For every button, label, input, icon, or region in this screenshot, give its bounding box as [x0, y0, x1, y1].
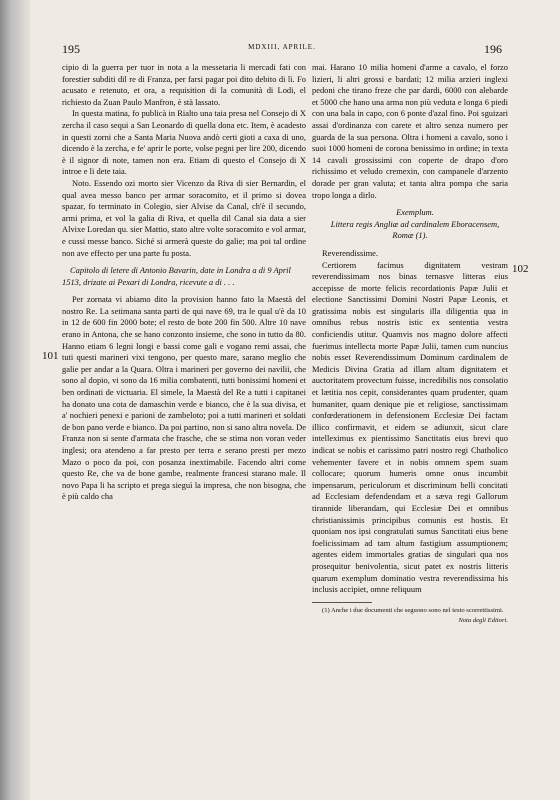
book-binding-shadow	[0, 0, 30, 800]
footnote: (1) Anche i due documenti che seguono sono nel testo scorrettissimi.	[322, 606, 504, 614]
right-column	[312, 62, 508, 627]
letter-heading: Littera regis Angliæ ad cardinalem Eboracensem, Romæ (1).	[330, 218, 500, 241]
paragraph: Per zornata vi abiamo dito la provision hanno fato la Maestà del nostro Re. La setimana santa parti de qui nave 69, tra le qual u'è da 10 in 12 de 600 fin 2000 bote; el resto de bote 200 fin 500. Altre 10 nave erano in Antona, che se hano conzonto insieme, che sono in tutto da 80. Hanno etiam 6 legni longi e bassi come gali e vogano remi assai, che tuti questi marineri vixi tengono, per questo mare, sarano meglio che galie per andar a la Quara. Oltra i marineri per governo dei navilii, che sono al dopio, vi sono da 16 milia combatenti, tutti bonissimi homeni et ben ordinati de victuaria. El simele, la Maestà del Re a tutti i capitanei ha donato una cota de damaschin verde e bianco, che è la sua divisa, et a' nochieri penexi e parioni de zambeloto; poi a tutti marineri et soldati de bon pano verde e bianco. Da poi partino, non si sano altra novela. De Franza non si sente d'armata che frasche, che se stima non voran veder inglesi; ora atendeno a far presto per terra e serano presti per mezo Mazo o poco da poi, con posanza inextimabile. Facendo altri come questo Re, che va de bone gambe, realmente francesi starano male. Il novo Papa li ha scripto et prega sieguì la impresa, che non bisogna, che è più caldo cha	[62, 294, 306, 502]
paragraph: cipio di la guerra per tuor in nota a la messetaria li mercadi fati con forestier subditi dil re di Franza, per farsi pagar poi dito debito di lì. Fo acusato e retenuto, et ora, a requisition di la comunità di Lodi, el richiesto da Zuan Paulo Manfron, è stà lassato.	[62, 62, 306, 107]
left-column	[62, 62, 306, 503]
section-number: 102	[512, 263, 529, 275]
paragraph: In questa matina, fo publicà in Rialto una taia presa nel Consejo di X zercha il caso sequi a San Leonardo di quella dona etc. Item, è acadesto in questi zorni che a Santa Maria Nuova andò certi gioti a caxa di uno, dicendo è la zercha, e fe' aprir le porte, volse pegni per lire 200, dicendo è il signor di note, tamen non era. Etiam di questo el Consejo di X introe e li dete taia.	[62, 108, 306, 177]
section-heading: Capitolo di letere di Antonio Bavarin, date in Londra a di 9 April 1513, drizate ai Pexari di Londra, ricevute a di . . .	[62, 265, 291, 287]
left-page-number: 195	[62, 42, 80, 56]
right-page-number: 196	[484, 42, 502, 56]
salutation: Reverendissime.	[322, 247, 379, 258]
footnote-divider	[312, 602, 372, 603]
section-number: 101	[42, 350, 59, 362]
exemplum-heading: Exemplum.	[396, 207, 434, 218]
running-title: MDXIII, APRILE.	[248, 43, 316, 51]
paragraph: Certiorem facimus dignitatem vestram reverendissimam nos binas ternasve litteras eius accepisse de morte felicis recordationis Papæ Julii et electione Sanctissimi Domini Nostri Papæ Leonis, et gratissima nobis est singularis illa diligentia qua in omnibus rebus nostris istic ex sententia vestra conficiendis utitur. Quamvis nos magno dolore affecti fuerimus intellecta morte Papæ Julii, tamen cum nuncius nobis esset Reverendissimum Dominum cardinalem de Medicis Divina Gratia ad illam altam dignitatem et auctoritatem provectum fuisse, incredibilis nos consolatio et lætitia nos cepit, considerantes quam prudenter, quam humaniter, quam denique pie et religiose, sanctissimam confœderationem in defensionem Ecclesiæ Dei factam illico confirmavit, et eidem se adiunxit, sicut clare intelleximus ex pientissimo Sanctitatis eius brevi quo indicat se nobis et carissimo patri nostro regi Chatholico vehementer favere et in nobis omnem spem suam collocare; quorum humeris omne onus incumbit impensarum, periculorum et discriminum belli concitati ad Ecclesiam defendendam et a sæva regi Gallorum tirannide liberandam, qui Ecclesiæ Dei et omnibus christianissimis principibus comunis est hostis. Et quoniam nos ipsi congratulati sumus Sanctitati eius bene foelicissimam ad tam altum fastigium assumptionem; agentes eidem immortales gratias de singulari qua nos prosequitur benivolentia, sicut patet ex nostris litteris quarum exemplum dominatio vestra reverendissima his inclusis accipiet, omne reliquum	[312, 259, 508, 595]
footnote-signature: Nota degli Editori.	[458, 617, 508, 625]
paragraph: Noto. Essendo ozi morto sier Vicenzo da Riva di sier Bernardin, el qual avea messo banco per armar soracomito, et il primo si dovea spazar, fo terminato in Colegio, sier Alvise da Canal, ch'è il secundo, armi prima, et vol la galia di Riva, et quella dil Canal sia data a sier Alvixe Loredan qu. sier Mattio, stato altre volte soracomito e vol armar, e cussi messe banco. Siché si armerà queste do galie; ma poi tal ordine non ave effecto per una parte fu posta.	[62, 177, 306, 258]
running-header	[62, 42, 502, 58]
paragraph: mai. Harano 10 milia homeni d'arme a cavalo, el forzo lizieri, li altri grossi e bardati; 12 milia arzieri inglexi pedoni che tirano freze che par dardi, 6000 con alebarde et 5000 che hano una arma non più veduta e longa 6 piedi con una bala in capo, con 6 ponte d'azal fino. Poi sguizari assai d'ordinanza con carete et altro senza numero per guarda de la sua persona. Oltra i homeni a cavalo, sono i suoi 1000 homeni de corona benissimo in ordine; in texta 14 cavali grossissimi con coperte de drapo d'oro richissimo et veludo cremexin, con campanele d'arzento dorade per gran valuta; et tanta altra pompa che saria tropo longa a dirlo.	[312, 62, 508, 200]
